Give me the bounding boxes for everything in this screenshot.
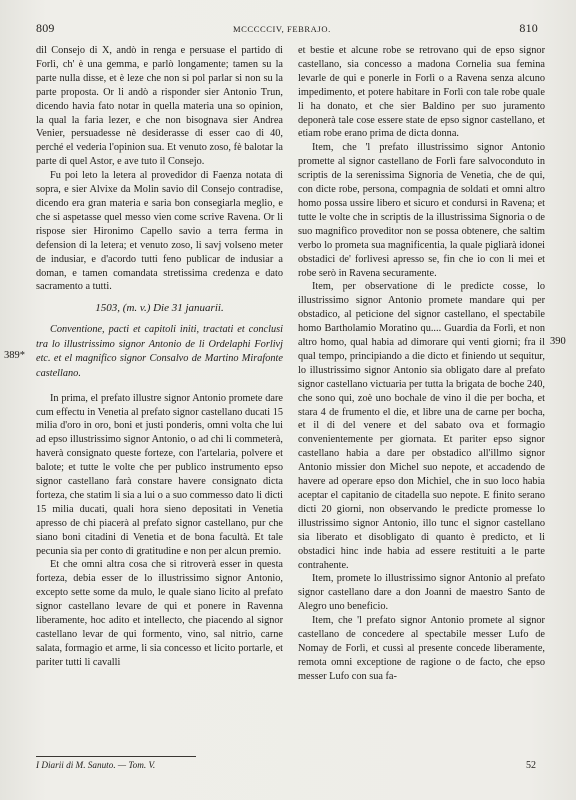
paragraph: et bestie et alcune robe se retrovano qui de epso signor castellano, sia concesso a madona Cornelia sua femina levarle de qui e ponerle in Forlì o a Ravena senza alcuno impedimento, et potere habitare in Forlì con tale robe quale li ha donato, et che sier Baldino per suo juramento deponerà tale cose essere state de epso signor castellano, et etiam robe erano prima de dicta donna. xyxy=(298,45,545,140)
section-heading: Conventione, pacti et capitoli initi, tractati et conclusi tra lo illustrissimo signor Antonio de li Ordelaphi Forlivj etc. et el magnifico signor Consalvo de Martino Mirafonte castellano. xyxy=(36,324,283,379)
right-column xyxy=(298,44,545,684)
margin-note-left: 389* xyxy=(4,350,25,361)
footer-rule xyxy=(36,756,196,757)
paragraph: Item, promete lo illustrissimo signor Antonio al prefato signor castellano dare a don Joanni de maestro Santo de Alegro uno beneficio. xyxy=(298,573,545,613)
footer-citation: I Diarii di M. Sanuto. — Tom. V. xyxy=(36,760,156,770)
paragraph: Item, che 'l prefato illustrissimo signor Antonio promette al signor castellano de Forlì fare salvoconduto in scriptis de la serenissima Signoria de Venetia, che de qui, con dicte robe, persona, compagnia de soldati et omni altro homo possa ussire libero et sicuro et condursi in Ravena; et tutte le volte che in scriptis de la illustrissima Signoria o de suo magnifico proveditor non se possa obtenere, che saltim verbo lo prometa sua magnificentia, la quale pigliarà idonei obstadici de' forlivesi apresso se, fin che io con li mei et robe serò in Ravena securamente. xyxy=(298,142,545,279)
page-number-left: 809 xyxy=(36,21,55,35)
margin-note-right: 390 xyxy=(550,336,566,347)
paragraph: In prima, el prefato illustre signor Antonio promete dare cum effectu in Venetia al prefato signor castellano ducati 15 milia d'oro in oro, boni et justi ponderis, omni volta che lui ad epso illustrissimo signor Antonio, o ad chi li commeterà, haverà consignato queste forteze, con l'artelaria, polvere et balote; et tutte le volte che per publico instrumento epso signor castellano farà constare havere consignato dicta forteza, che statim li sia a lui o a suo commesso dato li dicti 15 milia ducati, quali hora sieno depositati in Venetia apresso de chi piacerà al prefato signor castellano, pur che siano boni citadini di Venetia et de bona facultà. Et tale pecunia sia per conto di gratitudine e non per alcun premio. xyxy=(36,392,283,557)
paragraph: Item, per observatione di le predicte cosse, lo illustrissimo signor Antonio promete mandare qui per obstadico, al peticione del signor castellano, el spectabile homo Bartholamio Moratino qu.... Guardia da Forlì, et non altro homo, qual habia ad dimorare qui venti giorni; fra il qual tempo, principiando a die dicto et finiendo ut sequitur, lo illustrissimo signor Antonio sia obligato dare al prefato signor castellano victuaria per tutta la brigata de boche 240, che sono qui, zoè uno bochale de vino il die per bocha, et stara 4 de frumento el die, et libre una de carne per bocha, et il di del venere et del sabato ova et formagio convenientemente per giornata. Et pariter epso signor castellano habia a dare per obstadico all'illmo signor Antonio missier don Michel suo nepote, et accadendo de havere ad operare epso don Michiel, che in suo loco habia aceptar el capitanio de citadella suo nepote. E finito serano dicti 20 giorni, non observando le predicte promesse lo illustrissimo signor Antonio, illo tunc el signor castellano sia liberato et disobligato di quanto è predicto, et li obstadici hinc inde habia ad essere restituiti a le parte contrahente. xyxy=(298,281,545,571)
signature-mark: 52 xyxy=(526,760,536,771)
paragraph: Item, che 'l prefato signor Antonio promete al signor castellano de concedere al spectabile messer Lufo de Nomay de Forlì, et cussì al presente concede liberamente, remota omni exceptione de ragione o de facto, che epso messer Lufo con sua fa- xyxy=(298,615,545,682)
left-column xyxy=(36,44,283,670)
paragraph: Et che omni altra cosa che si ritroverà esser in questa forteza, debia esser de lo illustrissimo signor Antonio, excepto sette some da mulo, le quale siano licito al prefato signor castellano levare de qui et ponere in Ravenna liberamente, hoc adito et intellecto, che piacendo al signor castellano levar de qui formento, vino, sal nitrio, carne salata, formagio et arme, li sia concesso et licito portarle, et pariter tutti li cavalli xyxy=(36,559,283,668)
page-number-right: 810 xyxy=(519,21,538,35)
entry-date: 1503, (m. v.) Die 31 januarii. xyxy=(95,302,224,315)
paragraph: dil Consejo di X, andò in renga e persuase el partido di Forlì, ch' è una gemma, e parlò longamente; tamen su la parte nulla disse, et è leze che non si pol parlar si non su la parte proposta. Or li andò a risponder sier Antonio Trun, dicendo havia fato notar in quella materia una so opinion, la qual la faria lezer, e che non bisognava sier Andrea Venier, persuadesse nè desiderasse di esser cao di 40, perché el vederia l'opinion sua. Et venuto zoso, fè balotar la parte di quel Astor, e ave tuto il Consejo. xyxy=(36,45,283,168)
running-title: MCCCCCIV, FEBRAJO. xyxy=(233,24,331,34)
paragraph: Fu poi leto la letera al provedidor di Faenza notata di sopra, e sier Alvixe da Molin savio dil Consejo contradise, dicendo era gran materia e saria bon consegiarla meglio, e che si aspetasse quel messo vien come scrive Ravena. Or li rispose sier Hironimo Capello savio a terra ferma in defension di la letera; et venuto zoso, li savj volseno meter de indusiar, e d'acordo tutti feno publicar de indusiar a doman, e tamen comandata stretissima credenza e dato sacramento a tutti. xyxy=(36,170,283,293)
